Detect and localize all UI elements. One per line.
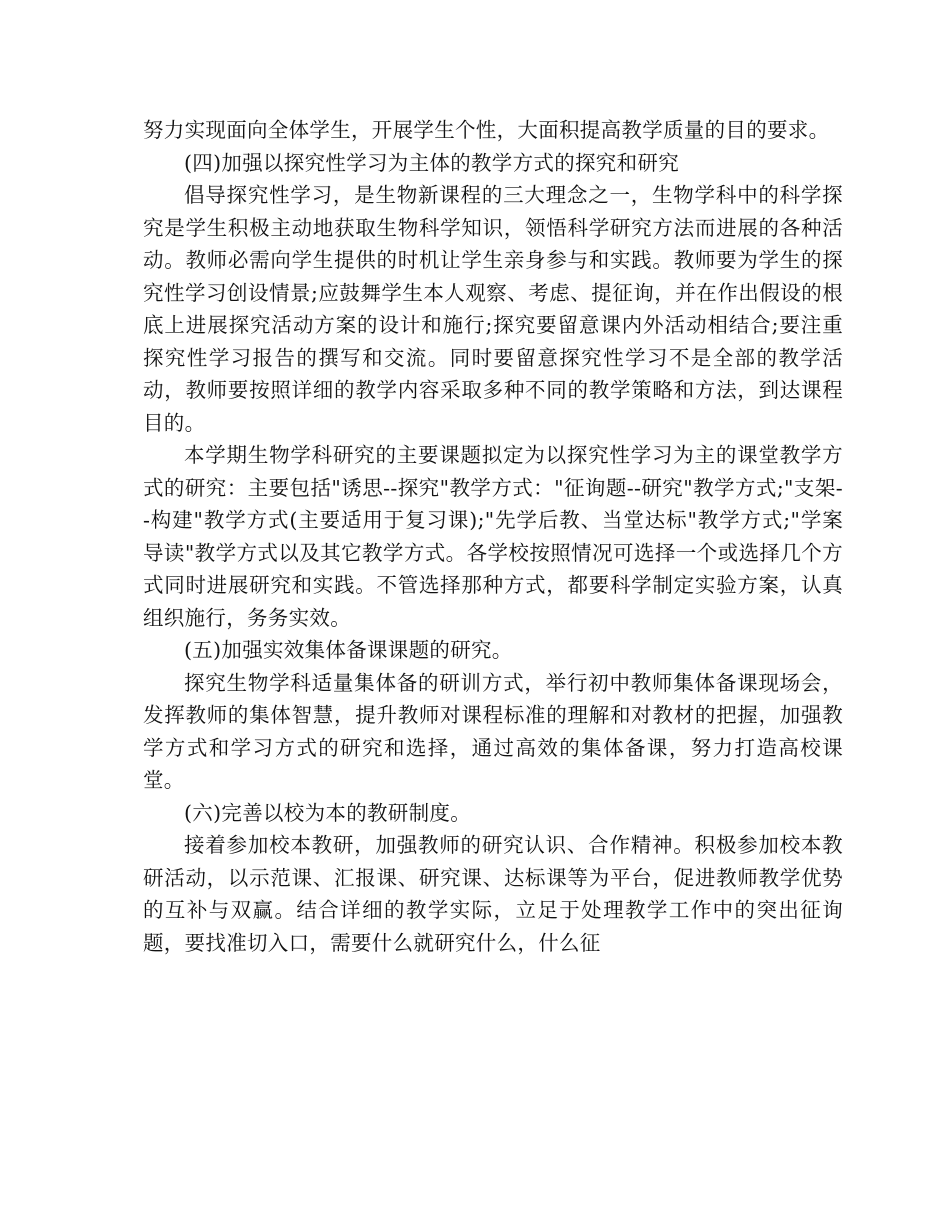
document-page	[143, 114, 843, 959]
paragraph-intro-continuation: 努力实现面向全体学生，开展学生个性，大面积提高教学质量的目的要求。	[143, 118, 830, 142]
paragraph-school-based-research: 接着参加校本教研，加强教师的研究认识、合作精神。积极参加校本教研活动，以示范课、汇报课、研究课、达标课等为平台，促进教师教学优势的互补与双赢。结合详细的教学实际，立足于处理教学工作中的突出征询题，要找准切入口，需要什么就研究什么，什么征	[143, 833, 843, 955]
paragraph-research-topics: 本学期生物学科研究的主要课题拟定为以探究性学习为主的课堂教学方式的研究：主要包括"诱思--探究"教学方式："征询题--研究"教学方式;"支架--构建"教学方式(主要适用于复习课);"先学后教、当堂达标"教学方式;"学案导读"教学方式以及其它教学方式。各学校按照情况可选择一个或选择几个方式同时进展研究和实践。不管选择那种方式，都要科学制定实验方案，认真组织施行，务务实效。	[143, 443, 843, 630]
heading-section-4: (四)加强以探究性学习为主体的教学方式的探究和研究	[184, 150, 679, 175]
paragraph-inquiry-learning: 倡导探究性学习，是生物新课程的三大理念之一，生物学科中的科学探究是学生积极主动地获取生物科学知识，领悟科学研究方法而进展的各种活动。教师必需向学生提供的时机让学生亲身参与和实践。教师要为学生的探究性学习创设情景;应鼓舞学生本人观察、考虑、提征询，并在作出假设的根底上进展探究活动方案的设计和施行;探究要留意课内外活动相结合;要注重探究性学习报告的撰写和交流。同时要留意探究性学习不是全部的教学活动，教师要按照详细的教学内容采取多种不同的教学策略和方法，到达课程目的。	[143, 183, 843, 435]
paragraph-collective-lesson-prep: 探究生物学科适量集体备的研训方式，举行初中教师集体备课现场会，发挥教师的集体智慧，提升教师对课程标准的理解和对教材的把握，加强教学方式和学习方式的研究和选择，通过高效的集体备课，努力打造高校课堂。	[143, 670, 843, 792]
heading-section-5: (五)加强实效集体备课课题的研究。	[184, 638, 513, 662]
heading-section-6: (六)完善以校为本的教研制度。	[184, 800, 471, 825]
